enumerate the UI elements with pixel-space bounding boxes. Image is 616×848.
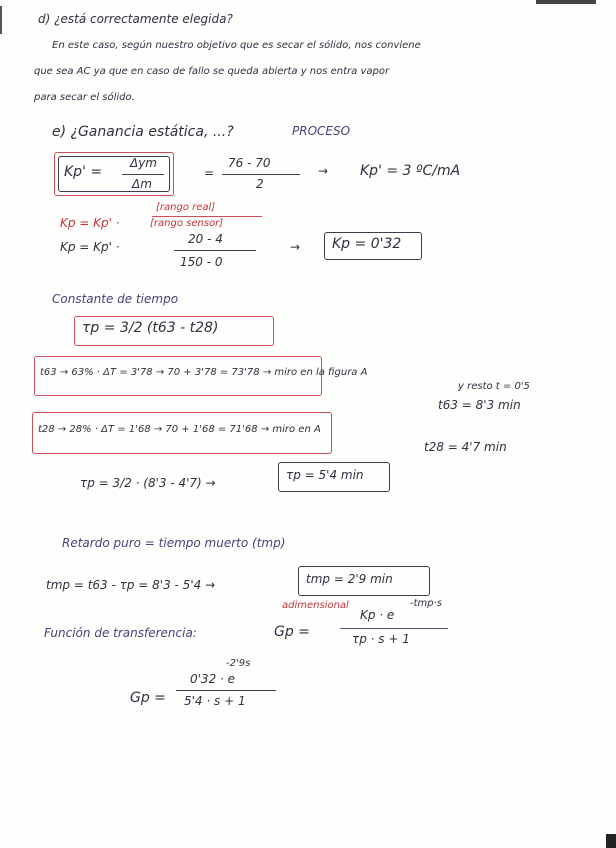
- t63-result: t63 = 8'3 min: [438, 398, 521, 412]
- kp-calc2-fraction-bar: [174, 250, 256, 251]
- rango-sensor-label: [rango sensor]: [150, 218, 224, 229]
- d-paragraph-line2: que sea AC ya que en caso de fallo se queda abierta y nos entra vapor: [34, 66, 390, 77]
- rango-fraction-bar: [152, 216, 262, 217]
- t28-result: t28 = 4'7 min: [424, 440, 507, 454]
- kp-def-denominator: Δm: [132, 177, 152, 191]
- kp-calc2-numerator: 20 - 4: [188, 232, 223, 246]
- kp-def-lhs: Kp' =: [64, 164, 103, 180]
- tmp-result: tmp = 2'9 min: [306, 572, 393, 586]
- t63-line: t63 → 63% · ΔT = 3'78 → 70 + 3'78 = 73'78 → miro en la figura A: [40, 367, 368, 378]
- kp-calc-numerator: 76 - 70: [228, 156, 271, 170]
- kp-equals: =: [204, 166, 215, 180]
- kp-final-result: Kp = 0'32: [332, 236, 402, 252]
- margin-mark: [0, 6, 2, 34]
- kp-def-fraction-bar: [122, 174, 164, 175]
- kp-relation-lhs: Kp = Kp' ·: [60, 216, 120, 230]
- tau-heading: Constante de tiempo: [52, 292, 179, 306]
- e-heading: e) ¿Ganancia estática, ...?: [52, 124, 234, 140]
- d-heading: d) ¿está correctamente elegida?: [38, 12, 233, 26]
- rango-real-label: [rango real]: [156, 202, 216, 213]
- kp-prime-result: Kp' = 3 ºC/mA: [360, 163, 461, 179]
- tau-calculation: τp = 3/2 · (8'3 - 4'7) →: [80, 476, 216, 490]
- tau-result: τp = 5'4 min: [286, 468, 364, 482]
- kp-calc-fraction-bar: [222, 174, 300, 175]
- kp-calc2-arrow: →: [290, 240, 301, 254]
- proceso-label: PROCESO: [292, 124, 351, 138]
- d-paragraph-line3: para secar el sólido.: [34, 92, 135, 103]
- d-paragraph-line1: En este caso, según nuestro objetivo que es secar el sólido, nos conviene: [52, 40, 421, 51]
- gp-final-fraction-bar: [176, 690, 276, 691]
- delay-heading: Retardo puro = tiempo muerto (tmp): [62, 536, 286, 550]
- transfer-function-label: Función de transferencia:: [44, 626, 197, 640]
- top-edge-mark: [536, 0, 596, 4]
- gp-final-exponent: -2'9s: [226, 658, 251, 669]
- kp-calc-denominator: 2: [256, 177, 264, 191]
- tmp-calculation: tmp = t63 - τp = 8'3 - 5'4 →: [46, 578, 216, 592]
- gp-general-fraction-bar: [340, 628, 448, 629]
- t28-line: t28 → 28% · ΔT = 1'68 → 70 + 1'68 = 71'68 → miro en A: [38, 424, 321, 435]
- page-corner-mark: [606, 834, 616, 848]
- adimensional-note: adimensional: [282, 600, 349, 611]
- kp-def-numerator: Δym: [130, 156, 157, 170]
- gp-final-numerator: 0'32 · e: [190, 672, 236, 686]
- t63-note: y resto t = 0'5: [458, 381, 530, 392]
- gp-final-lhs: Gp =: [130, 690, 166, 706]
- gp-general-denominator: τp · s + 1: [352, 632, 410, 646]
- kp-calc2-denominator: 150 - 0: [180, 255, 223, 269]
- tau-formula: τp = 3/2 (t63 - t28): [82, 320, 219, 336]
- gp-general-exponent: -tmp·s: [410, 598, 443, 609]
- gp-general-lhs: Gp =: [274, 624, 310, 640]
- gp-final-denominator: 5'4 · s + 1: [184, 694, 246, 708]
- gp-general-numerator: Kp · e: [360, 608, 395, 622]
- kp-calc2-lhs: Kp = Kp' ·: [60, 240, 120, 254]
- kp-arrow: →: [318, 164, 329, 178]
